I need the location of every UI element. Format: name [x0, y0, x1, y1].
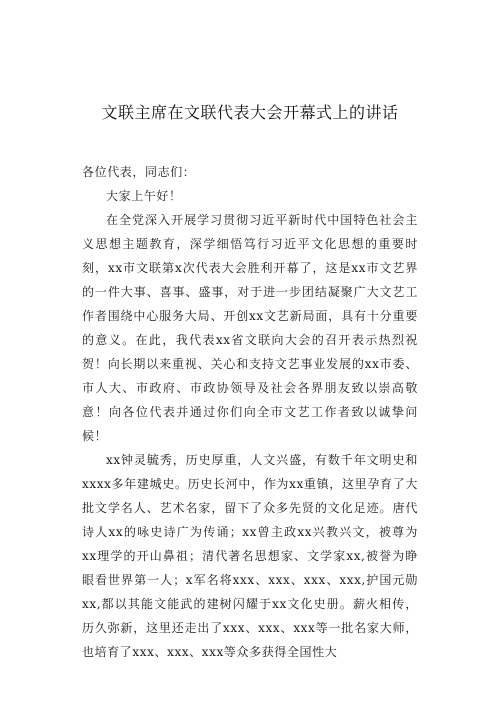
document-body	[82, 160, 418, 664]
paragraph: 在全党深入开展学习贯彻习近平新时代中国特色社会主义思想主题教育，深学细悟笃行习近平文化思想的重要时刻，xx市文联第x次代表大会胜利开幕了，这是xx市文艺界的一件大事、喜事、盛事，对于进一步团结凝聚广大文艺工作者围绕中心服务大局、开创xx文艺新局面，具有十分重要的意义。在此，我代表xx省文联向大会的召开表示热烈祝贺！向长期以来重视、关心和支持文艺事业发展的xx市委、市人大、市政府、市政协领导及社会各界朋友致以崇高敬意！向各位代表并通过你们向全市文艺工作者致以诚挚问候！	[82, 213, 418, 443]
paragraph: xx钟灵毓秀，历史厚重，人文兴盛，有数千年文明史和xxxx多年建城史。历史长河中，作为xx重镇，这里孕育了大批文学名人、艺术名家，留下了众多先贤的文化足迹。唐代诗人xx的咏史诗广为传诵；xx曾主政xx兴教兴文，被尊为xx理学的开山鼻祖；清代著名思想家、文学家xx,被誉为睁眼看世界第一人；x军名将xxx、xxx、xxx、xxx,护国元勋xx,都以其能文能武的建树闪耀于xx文化史册。薪火相传，历久弥新，这里还走出了xxx、xxx、xxx等一批名家大师，也培育了xxx、xxx、xxx等众多获得全国性大	[82, 453, 418, 659]
greeting: 大家上午好！	[106, 189, 182, 203]
document-title: 文联主席在文联代表大会开幕式上的讲话	[101, 103, 399, 122]
salutation: 各位代表，同志们：	[82, 165, 196, 179]
